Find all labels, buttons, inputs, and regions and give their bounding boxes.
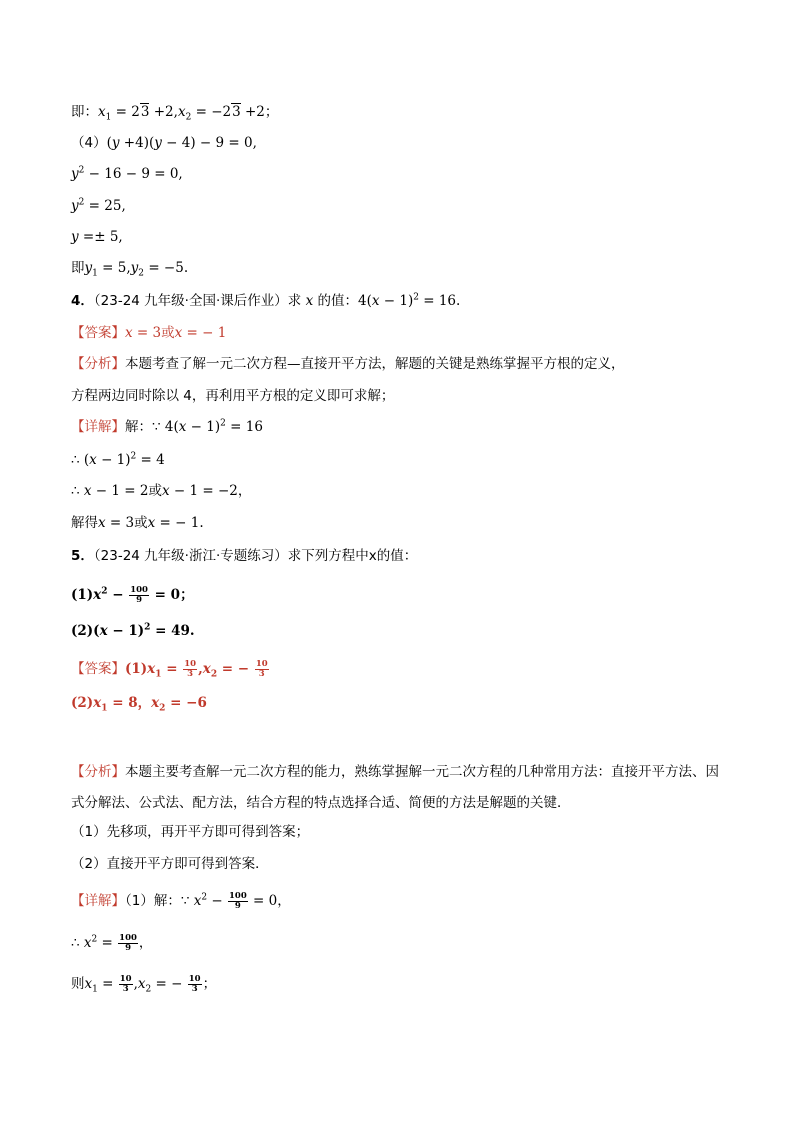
q5-step-2: （2）直接开平方即可得到答案． bbox=[71, 856, 269, 872]
q4-analysis-1: 【分析】本题考查了解一元二次方程—直接开平方法，解题的关键是熟练掌握平方根的定义， bbox=[71, 356, 625, 372]
eq-line-4: $y^2 = 25$, bbox=[71, 197, 126, 214]
q4-detail-3: ∴ x − 1 = 2或x − 1 = −2， bbox=[71, 483, 252, 499]
eq-line-3: $y^2 - 16 - 9 = 0$, bbox=[71, 165, 183, 182]
q5-analysis: 【分析】本题主要考查解一元二次方程的能力，熟练掌握解一元二次方程的几种常用方法：直接开平方法、因式分解法、公式法、配方法，结合方程的特点选择合适、简便的方法是解题的关键． bbox=[71, 764, 719, 811]
q5-answer-1: 【答案】$(1)x_1$ = $\frac{10}{3}$ $,x_2$ = − $\frac{10}{3}$ bbox=[71, 658, 268, 680]
q5-detail-2: ∴ $x^2$ = $\frac{100}{9}$ ， bbox=[71, 932, 153, 953]
q5-part-1: $(1)x^2$ − $\frac{100}{9}$ = 0； bbox=[71, 584, 194, 605]
eq-line-1: 即：$x_1 = 23 +2,x_2 = -23 +2$； bbox=[71, 104, 279, 123]
q4-heading: 4．（23-24 九年级·全国·课后作业）求 x 的值：$4(x - 1)^2 = 16$. bbox=[71, 292, 461, 309]
q4-answer: 【答案】x = 3或x = − 1 bbox=[71, 325, 227, 341]
q4-detail-2: ∴ $(x - 1)^2 = 4$ bbox=[71, 451, 165, 468]
q4-detail-4: 解得x = 3或x = − 1. bbox=[71, 515, 204, 531]
q5-detail-1: 【详解】（1）解：∵ $x^2$ − $\frac{100}{9}$ = 0， bbox=[71, 890, 291, 911]
eq-line-6: 即$y_1 = 5,y_2 = -5$. bbox=[71, 260, 189, 279]
q5-step-1: （1）先移项，再开平方即可得到答案； bbox=[71, 824, 310, 840]
eq-line-5: y =± 5, bbox=[71, 229, 123, 245]
q4-detail-1: 【详解】解：∵ $4(x - 1)^2 = 16$ bbox=[71, 418, 263, 435]
q5-part-2: $(2)(x - 1)^2 = 49$. bbox=[71, 622, 195, 639]
q5-detail-3: 则$x_1$ = $\frac{10}{3}$ $,x_2$ = − $\frac{10}{3}$ ； bbox=[71, 973, 217, 995]
q5-heading: 5．（23-24 九年级·浙江·专题练习）求下列方程中x的值： bbox=[71, 548, 418, 564]
eq-line-2: （4）(y +4)(y − 4) − 9 = 0, bbox=[71, 135, 257, 151]
q4-analysis-2: 方程两边同时除以 4，再利用平方根的定义即可求解； bbox=[71, 388, 395, 404]
q5-answer-2: $(2)x_1 = 8$，$x_2 = -6$ bbox=[71, 695, 207, 714]
